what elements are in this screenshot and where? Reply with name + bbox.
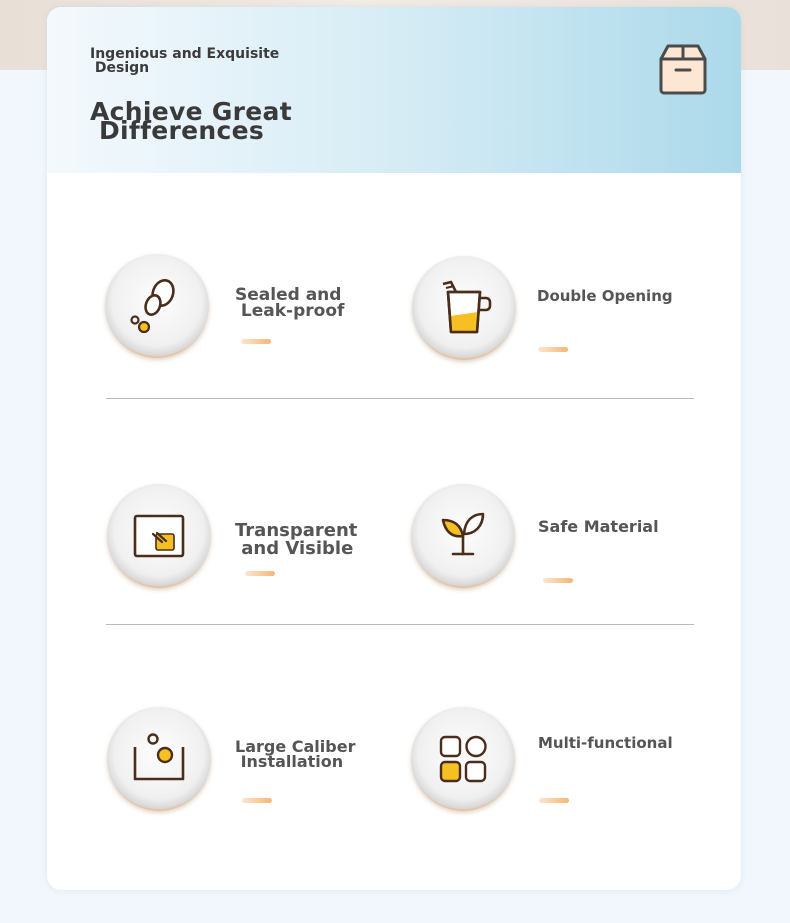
package-box-icon <box>656 42 710 96</box>
feature-medallion <box>412 256 516 360</box>
feature-medallion <box>411 707 515 811</box>
accent-bar <box>539 798 569 803</box>
wide-mouth-icon <box>129 729 189 789</box>
feature-label: Sealed and Leak-proof <box>235 285 345 321</box>
feature-medallion <box>107 484 211 588</box>
cup-with-straw-icon <box>434 278 494 338</box>
feature-card <box>47 7 741 890</box>
feature-label: Double Opening <box>537 287 673 305</box>
accent-bar <box>538 347 568 352</box>
feature-label: Multi-functional <box>538 734 673 752</box>
accent-bar <box>242 798 272 803</box>
header-title: Achieve Great Differences <box>90 97 292 145</box>
feature-label: Transparent and Visible <box>235 520 358 559</box>
feature-medallion <box>105 254 209 358</box>
sprout-icon <box>433 506 493 566</box>
header-subtitle: Ingenious and Exquisite Design <box>90 46 280 76</box>
grid-shapes-icon <box>433 729 493 789</box>
feature-medallion <box>107 707 211 811</box>
accent-bar <box>241 339 271 344</box>
accent-bar <box>543 578 573 583</box>
feature-label: Large Caliber Installation <box>235 737 356 771</box>
feature-label: Safe Material <box>538 517 659 536</box>
bubbles-icon <box>127 276 187 336</box>
feature-medallion <box>411 484 515 588</box>
card-header <box>47 7 741 173</box>
accent-bar <box>245 571 275 576</box>
divider <box>106 624 694 625</box>
window-icon <box>129 506 189 566</box>
divider <box>106 398 694 399</box>
